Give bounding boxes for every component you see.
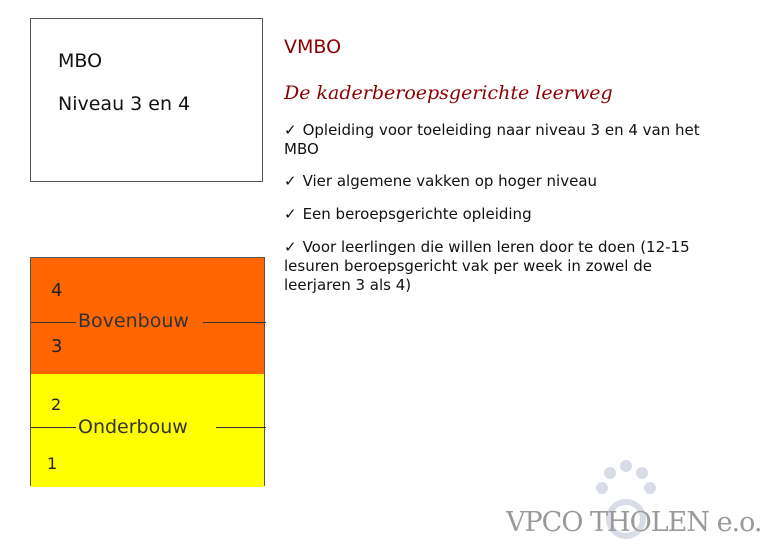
level-4: 4 — [51, 280, 63, 301]
bullet-2-text: Vier algemene vakken op hoger niveau — [302, 172, 598, 190]
bullet-2 — [284, 172, 704, 191]
onderbouw-label: Onderbouw — [78, 416, 188, 438]
onderbouw-divider-right — [216, 427, 266, 428]
logo-text: VPCO THOLEN e.o. — [506, 507, 762, 538]
vmbo-subtitle: De kaderberoepsgerichte leerweg — [284, 82, 613, 104]
bovenbouw-divider-left — [31, 322, 76, 323]
vpco-tholen-logo — [498, 455, 762, 540]
level-2: 2 — [51, 395, 62, 414]
bullet-4 — [284, 238, 704, 295]
check-icon: ✓ — [284, 238, 297, 256]
bullet-3-text: Een beroepsgerichte opleiding — [302, 205, 532, 223]
check-icon: ✓ — [284, 205, 297, 223]
level-3: 3 — [51, 336, 63, 357]
check-icon: ✓ — [284, 172, 297, 190]
bullet-4-text: Voor leerlingen die willen leren door te doen (12-15 lesuren beroepsgericht vak per week in zowel de leerjaren 3 als 4) — [284, 238, 690, 294]
level-1: 1 — [47, 454, 58, 473]
mbo-level: Niveau 3 en 4 — [58, 93, 191, 115]
bovenbouw-label: Bovenbouw — [78, 310, 189, 332]
bullet-1-text: Opleiding voor toeleiding naar niveau 3 en 4 van het MBO — [284, 121, 700, 158]
bullet-1 — [284, 121, 704, 159]
bovenbouw-divider-right — [203, 322, 266, 323]
onderbouw-divider-left — [31, 427, 76, 428]
level-diagram — [30, 257, 265, 486]
bullet-3 — [284, 205, 704, 224]
mbo-title: MBO — [58, 50, 103, 72]
vmbo-title: VMBO — [284, 36, 342, 58]
check-icon: ✓ — [284, 121, 297, 139]
